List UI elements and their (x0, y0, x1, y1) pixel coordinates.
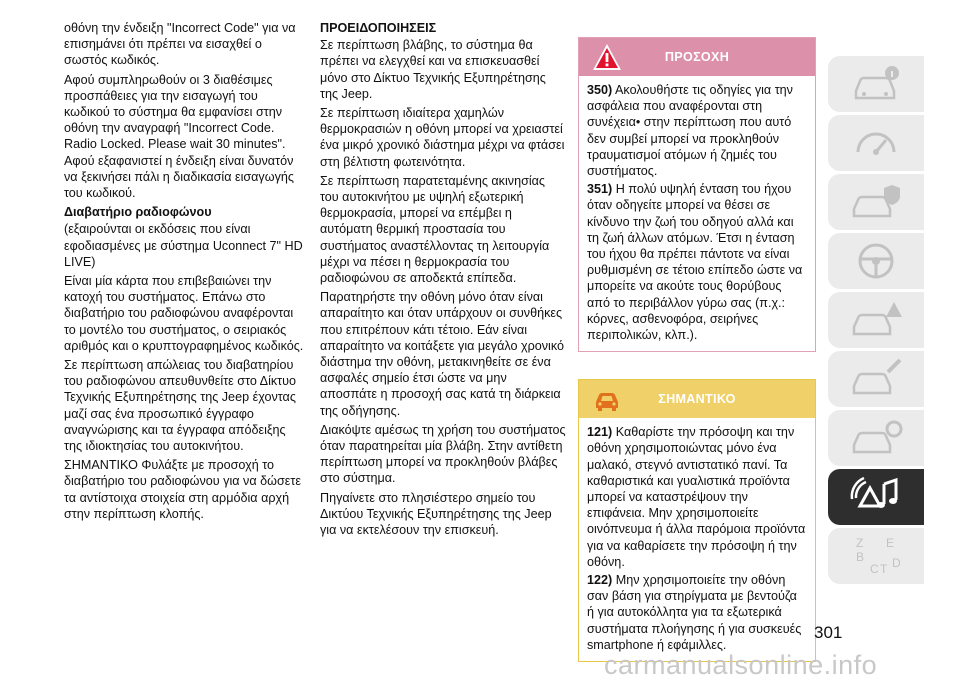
warning-title: ΠΡΟΣΟΧΗ (664, 49, 730, 64)
column-3 (578, 20, 816, 662)
car-safety-icon (848, 179, 904, 225)
multimedia-icon (848, 474, 904, 520)
index-letter: E (886, 536, 895, 550)
important-header (579, 380, 815, 418)
paragraph: Σε περίπτωση παρατεταμένης ακινησίας του αυτοκινήτου με υψηλή εξωτερική θερμοκρασία, μπορεί να επέμβει η αυτόματη θερμική προστασία του συστήματος αναστέλλοντας τη λειτουργία μέχρι να πέσει η θερμοκρασία του ραδιοφώνου σε αποδεκτά επίπεδα. (320, 173, 550, 286)
important-body (579, 418, 815, 661)
car-emergency-icon (848, 297, 904, 343)
column-2 (320, 20, 566, 541)
paragraph: Σε περίπτωση βλάβης, το σύστημα θα πρέπει να ελεγχθεί και να επισκευασθεί μόνο στο Δίκτυο Τεχνικής Εξυπηρέτησης της Jeep. (320, 38, 546, 101)
important-item-number: 121) (587, 425, 613, 440)
section-heading-warnings: ΠΡΟΕΙΔΟΠΟΙΗΣΕΙΣ (320, 21, 437, 35)
alphabetical-index-icon (848, 533, 904, 579)
page-number: 301 (814, 623, 843, 642)
important-item (587, 424, 807, 570)
warning-item (587, 181, 807, 343)
tab-specifications[interactable] (828, 410, 924, 466)
index-letter: B (856, 550, 865, 564)
warning-header (579, 38, 815, 76)
important-box (578, 379, 816, 662)
tab-maintenance[interactable] (828, 351, 924, 407)
warning-item-number: 351) (587, 182, 613, 197)
section-heading-radio-passport: Διαβατήριο ραδιοφώνου (64, 205, 212, 220)
index-letter: D (892, 556, 901, 570)
watermark: carmanualsonline.info (604, 650, 878, 680)
index-letter: C (870, 562, 879, 576)
car-important-icon (591, 383, 623, 415)
warning-box (578, 37, 816, 352)
car-info-icon (848, 61, 904, 107)
paragraph: οθόνη την ένδειξη "Incorrect Code" για να επισημάνει ότι πρέπει να εισαχθεί ο σωστός κωδικός. (64, 21, 296, 68)
warning-body (579, 76, 815, 351)
tab-dashboard[interactable] (828, 115, 924, 171)
paragraph: Σε περίπτωση ιδιαίτερα χαμηλών θερμοκρασιών η οθόνη μπορεί να χρειαστεί ένα μικρό χρονικό διάστημα μέχρι να φτάσει στη βέλτιστη φωτεινότητα. (320, 106, 565, 169)
warning-item (587, 82, 807, 179)
paragraph: ΣΗΜΑΝΤΙΚΟ Φυλάξτε με προσοχή το διαβατήριο του ραδιοφώνου για να δώσετε τα αντίστοιχα στοιχεία στη αρμόδια αρχή στην περίπτωση κλοπής. (64, 458, 301, 521)
important-title: ΣΗΜΑΝΤΙΚΟ (658, 392, 736, 407)
car-maintenance-icon (848, 356, 904, 402)
paragraph: Σε περίπτωση απώλειας του διαβατηρίου του ραδιοφώνου απευθυνθείτε στο Δίκτυο Τεχνικής Εξυπηρέτησης της Jeep έχοντας μαζί σας ένα προσωπικό έγγραφο αναγνώρισης και τα έγγραφα απόδειξης της ιδιοκτησίας του αυτοκινήτου. (64, 358, 297, 454)
tab-car-info[interactable] (828, 56, 924, 112)
steering-wheel-icon (848, 238, 904, 284)
tab-safety[interactable] (828, 174, 924, 230)
index-letter: T (880, 562, 888, 576)
warning-triangle-icon (591, 41, 623, 73)
important-item-text: Μην χρησιμοποιείτε την οθόνη σαν βάση για στηρίγματα με βεντούζα ή για αυτοκόλλητα για τα εξωτερικά συστήματα πλοήγησης ή για συσκευές smartphone ή εφάμιλλες. (587, 573, 802, 652)
important-item (587, 572, 807, 653)
dashboard-gauge-icon (848, 120, 904, 166)
paragraph: Πηγαίνετε στο πλησιέστερο σημείο του Δικτύου Τεχνικής Εξυπηρέτησης της Jeep για να εκτελέσουν την επισκευή. (320, 490, 552, 538)
important-item-text: Καθαρίστε την πρόσοψη και την οθόνη χρησιμοποιώντας μόνο ένα μαλακό, στεγνό αντιστατικό πανί. Τα καθαριστικά και γυαλιστικά προϊόντα μπορεί να καταστρέψουν την επιφάνεια. Μην χρησιμοποιείτε οινόπνευμα ή άλλα παρόμοια προϊόντα για να καθαρίσετε την πρόσοψη ή την οθόνη. (587, 425, 806, 569)
car-specs-icon (848, 415, 904, 461)
important-item-number: 122) (587, 573, 613, 588)
column-1 (64, 20, 307, 525)
paragraph: Αφού συμπληρωθούν οι 3 διαθέσιμες προσπάθειες για την εισαγωγή του κωδικού το σύστημα θα εμφανίσει στην οθόνη την αναγραφή "Incorrect Code. Radio Locked. Please wait 30 minutes". Αφού εξαφανιστεί η ένδειξη είναι δυνατόν να ξεκινήσει πάλι η διαδικασία εισαγωγής του κωδικού. (64, 72, 294, 201)
tab-emergency[interactable] (828, 292, 924, 348)
paragraph: Είναι μία κάρτα που επιβεβαιώνει την κατοχή του συστήματος. Επάνω στο διαβατήριο του ραδιοφώνου αναφέρονται το μοντέλο του συστήματος, ο σειριακός αριθμός και ο κρυπτογραφημένος κωδικός. (64, 274, 304, 353)
paragraph: Παρατηρήστε την οθόνη μόνο όταν είναι απαραίτητο και όταν υπάρχουν οι συνθήκες που επιτρέπουν κάτι τέτοιο. Εάν είναι απαραίτητο να κοιτάξετε για μεγάλο χρονικό διάστημα την οθόνη, μετακινηθείτε σε ένα ασφαλές σημείο έτσι ώστε να μην αποσπάτε η προσοχή σας κατά τη διάρκεια της οδήγησης. (320, 290, 564, 418)
tab-driving[interactable] (828, 233, 924, 289)
warning-item-text: Η πολύ υψηλή ένταση του ήχου όταν οδηγείτε μπορεί να θέσει σε κίνδυνο την ζωή του οδηγού αλλά και τη ζωή άλλων ατόμων. Έτσι η ένταση του ήχου θα πρέπει πάντοτε να είναι ρυθμισμένη σε τέτοιο επίπεδο ώστε να μπορείτε να ακούτε τους θορύβους από το περιβάλλον γύρω σας (π.χ.: κόρνες, ασθενοφόρα, σειρήνες περιπολικών, κλπ.). (587, 182, 803, 343)
tab-index[interactable] (828, 528, 924, 584)
warning-item-number: 350) (587, 83, 613, 97)
warning-item-text: Ακολουθήστε τις οδηγίες για την ασφάλεια που αναφέρονται στη συνέχεια• στην περίπτωση που αυτό δεν συμβεί μπορεί να προκληθούν τραυματισμοί ατόμων ή ζημιές του συστήματος. (587, 83, 793, 179)
tab-multimedia[interactable] (828, 469, 924, 525)
index-letter: Z (856, 536, 864, 550)
paragraph: (εξαιρούνται οι εκδόσεις που είναι εφοδιασμένες με σύστημα Uconnect 7" HD LIVE) (64, 222, 303, 269)
paragraph: Διακόψτε αμέσως τη χρήση του συστήματος όταν παρατηρείται μία βλάβη. Στην αντίθετη περίπτωση μπορεί να προκληθούν βλάβες στο σύστημα. (320, 422, 566, 486)
